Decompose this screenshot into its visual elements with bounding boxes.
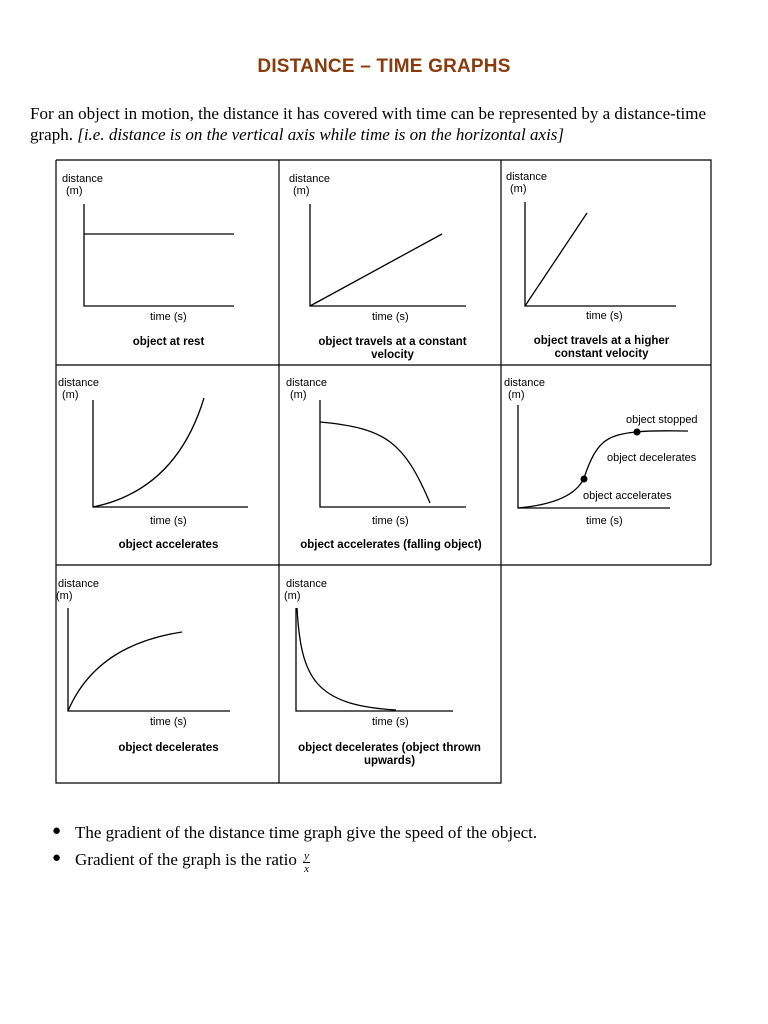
graph2-unit-label: (m) xyxy=(293,185,310,197)
graph5-caption: object accelerates (falling object) xyxy=(300,539,482,551)
graph4-time-label: time (s) xyxy=(150,515,187,527)
bullet-item xyxy=(52,823,732,850)
graph3-unit-label: (m) xyxy=(510,183,527,195)
graph1-unit-label: (m) xyxy=(66,185,83,197)
graph7-axes xyxy=(68,608,230,711)
grid-border xyxy=(56,160,711,783)
graph8-caption: object decelerates (object thrown upwards) xyxy=(298,742,481,767)
graph6-unit-label: (m) xyxy=(508,389,525,401)
graph6-point-stopped xyxy=(634,429,641,436)
graph7-caption: object decelerates xyxy=(118,742,219,754)
bullet-list xyxy=(52,823,732,877)
graphs-grid-lines xyxy=(56,160,711,783)
graph1-time-label: time (s) xyxy=(150,311,187,323)
bullet-icon: ● xyxy=(52,823,62,839)
ratio-fraction xyxy=(303,850,310,875)
graph5-curve xyxy=(320,422,430,503)
graph1-distance-label: distance xyxy=(62,173,103,185)
graph1-axes xyxy=(84,204,234,306)
graph2-distance-label: distance xyxy=(289,173,330,185)
graph4-curve xyxy=(93,398,204,507)
fraction-numerator: y xyxy=(304,850,310,862)
graph8-time-label: time (s) xyxy=(372,716,409,728)
graph6-time-label: time (s) xyxy=(586,515,623,527)
graph8-distance-label: distance xyxy=(286,578,327,590)
graph6-annotation-stopped: object stopped xyxy=(626,414,698,426)
graph2-axes xyxy=(310,204,466,306)
graph7-distance-label: distance xyxy=(58,578,99,590)
graph3-caption: object travels at a higher constant velocity xyxy=(533,335,670,360)
graph6-distance-label: distance xyxy=(504,377,545,389)
graph8-axes xyxy=(296,608,453,711)
graph5-axes xyxy=(320,400,466,507)
graphs-grid xyxy=(56,160,711,783)
graph5-time-label: time (s) xyxy=(372,515,409,527)
graph2-caption: object travels at a constant velocity xyxy=(318,336,467,361)
intro-italic-text: [i.e. distance is on the vertical axis while time is on the horizontal axis] xyxy=(77,125,565,144)
graph4-distance-label: distance xyxy=(58,377,99,389)
fraction-denominator: x xyxy=(304,863,310,875)
intro-text: For an object in motion, the distance it has covered with time can be represented by a distance-time graph. xyxy=(30,104,706,144)
graph6-annotation-decelerates: object decelerates xyxy=(607,452,697,464)
graph3-distance-label: distance xyxy=(506,171,547,183)
bullet-icon: ● xyxy=(52,850,62,866)
page-title: DISTANCE – TIME GRAPHS xyxy=(257,56,511,77)
graph8-curve xyxy=(297,608,396,710)
bullet-text-with-fraction xyxy=(75,850,310,875)
graph6-point-decelerates xyxy=(581,476,588,483)
intro-paragraph xyxy=(30,103,730,145)
graph8-unit-label: (m) xyxy=(284,590,301,602)
bullet-item xyxy=(52,850,732,877)
graph7-time-label: time (s) xyxy=(150,716,187,728)
graph1-caption: object at rest xyxy=(132,336,205,348)
bullet-text: The gradient of the distance time graph give the speed of the object. xyxy=(75,823,538,842)
graph3-axes xyxy=(525,202,676,306)
bullet-text: Gradient of the graph is the ratio xyxy=(75,850,302,869)
graph5-unit-label: (m) xyxy=(290,389,307,401)
graph4-unit-label: (m) xyxy=(62,389,79,401)
graph4-axes xyxy=(93,400,248,507)
graph7-unit-label: (m) xyxy=(56,590,73,602)
graph2-time-label: time (s) xyxy=(372,311,409,323)
graph7-curve xyxy=(68,632,182,711)
graph3-curve xyxy=(525,213,587,306)
graph6-annotation-accelerates: object accelerates xyxy=(583,490,672,502)
graph5-distance-label: distance xyxy=(286,377,327,389)
graph3-time-label: time (s) xyxy=(586,310,623,322)
graph2-curve xyxy=(310,234,442,306)
graph4-caption: object accelerates xyxy=(118,539,219,551)
